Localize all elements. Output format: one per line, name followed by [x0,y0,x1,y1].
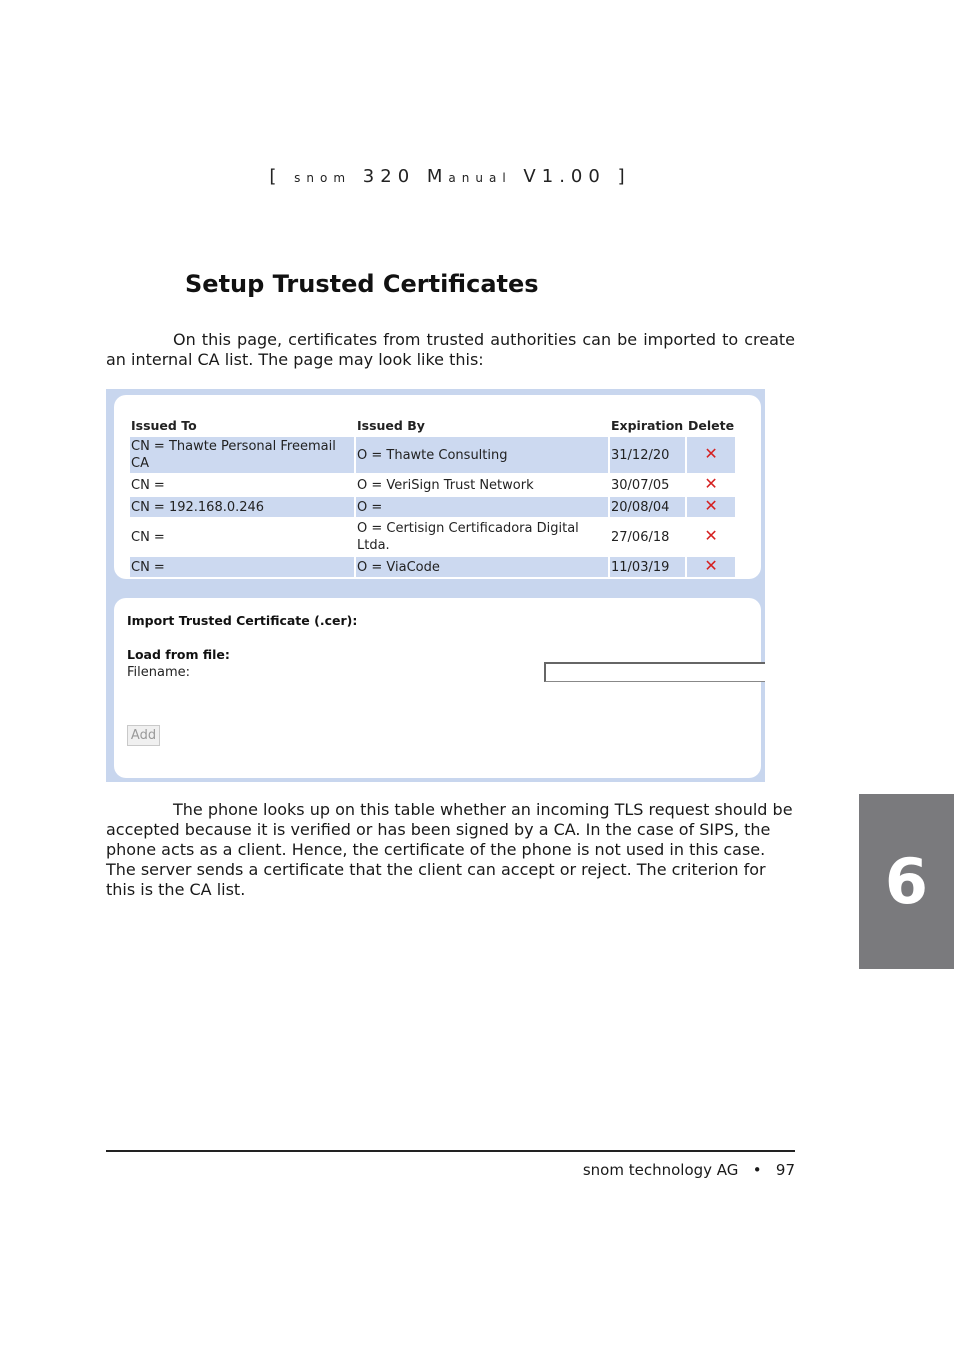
header-manual: anual [448,171,512,185]
intro-paragraph: On this page, certificates from trusted authorities can be imported to create an internal CA list. The page may look like this: [106,330,795,369]
header-model: 320 [362,166,416,187]
chapter-tab [859,794,954,969]
page-number: 97 [775,1161,795,1179]
running-header: [ snom 320 Manual V1.00 ] [269,166,631,187]
section-title: Setup Trusted Certificates [185,270,539,298]
certificate-table [128,414,737,579]
table-row: CN = 192.168.0.246 O = 20/08/04 ✕ [130,497,735,517]
filename-label: Filename: [127,665,191,680]
col-expiration: Expiration [611,418,684,433]
header-snom: snom [294,171,352,185]
certificate-list-panel [114,395,761,579]
filename-input[interactable] [544,662,765,682]
col-issued-to: Issued To [130,416,354,435]
header-version: V1.00 [523,166,606,187]
delete-icon[interactable]: ✕ [704,526,718,545]
import-panel [114,598,761,778]
table-row: CN = O = Certisign Certificadora Digital Ltda. 27/06/18 ✕ [131,521,718,553]
col-delete: Delete [688,418,735,433]
footer-divider [106,1150,795,1152]
table-row: CN = Thawte Personal Freemail CA O = Thawte Consulting 31/12/20 ✕ [130,437,735,473]
body-paragraph: The phone looks up on this table whether an incoming TLS request should be accepted because it is verified or has been signed by a CA. In the case of SIPS, the phone acts as a client. Hence, the certificate of the phone is not used in this case. The server sends a certificate that the client can accept or reject. The criterion for this is the CA list. [106,800,793,899]
table-row: CN = O = ViaCode 11/03/19 ✕ [130,557,735,577]
table-header-row [130,416,735,435]
chapter-number: 6 [884,845,929,918]
certificates-screenshot [106,389,765,782]
delete-icon[interactable]: ✕ [704,474,718,493]
delete-icon[interactable]: ✕ [704,496,718,515]
delete-icon[interactable]: ✕ [704,556,718,575]
import-title: Import Trusted Certificate (.cer): [127,613,358,628]
footer-bullet: • [752,1161,762,1179]
add-button[interactable]: Add [127,725,160,746]
table-row: CN = O = VeriSign Trust Network 30/07/05 ✕ [131,474,718,493]
page-footer [106,1161,795,1179]
col-issued-by: Issued By [356,416,608,435]
load-from-file-title: Load from file: [127,647,230,662]
delete-icon[interactable]: ✕ [704,444,718,463]
footer-company: snom technology AG [582,1161,739,1179]
